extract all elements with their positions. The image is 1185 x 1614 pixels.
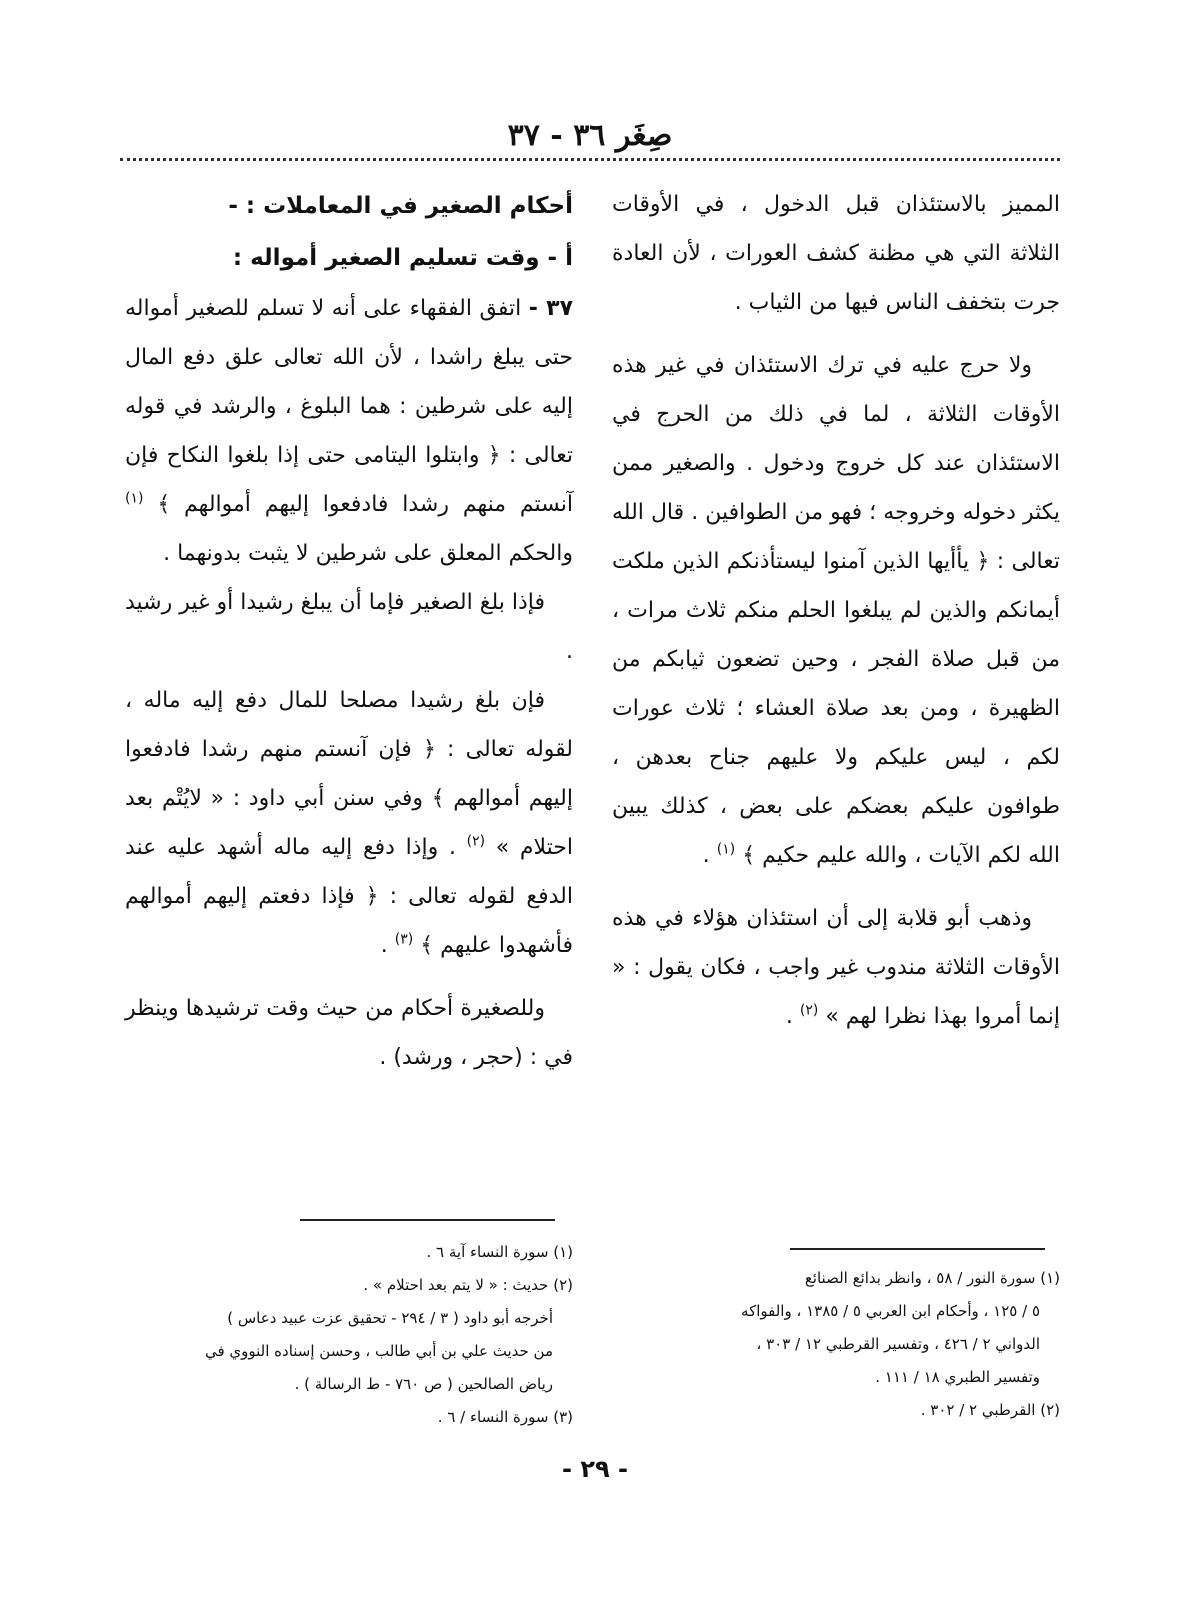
footnote-2: (٢) القرطبي ٢ / ٣٠٢ . — [920, 1401, 1060, 1419]
right-paragraph-2 — [612, 341, 1060, 880]
footnote-2-line-3: من حديث علي بن أبي طالب ، وحسن إسناده النووي في — [204, 1342, 553, 1360]
footnote-1: (١) سورة النساء آية ٦ . — [426, 1243, 573, 1261]
left-paragraph-1 — [125, 284, 573, 578]
right-paragraph-3-end: . — [785, 1004, 800, 1029]
left-paragraph-3-end: . — [380, 933, 395, 958]
header-divider — [120, 158, 1060, 161]
left-paragraph-1-text: اتفق الفقهاء على أنه لا تسلم للصغير أمواله حتى يبلغ راشدا ، لأن الله تعالى علق دفع المال إليه على شرطين : هما البلوغ ، والرشد في قوله تعالى : ﴿ وابتلوا اليتامى حتى إذا بلغوا النكاح فإن آنستم منهم رشدا فادفعوا إليهم أموالهم ﴾ — [125, 296, 573, 517]
footnote-3: (٣) سورة النساء / ٦ . — [437, 1408, 573, 1426]
footnote-ref: (١) — [125, 490, 144, 507]
left-paragraph-1-end: والحكم المعلق على شرطين لا يثبت بدونهما . — [163, 541, 573, 566]
right-paragraph-1: المميز بالاستئذان قبل الدخول ، في الأوقات الثلاثة التي هي مظنة كشف العورات ، لأن العادة جرت بتخفف الناس فيها من الثياب . — [612, 192, 1060, 315]
right-paragraph-3 — [612, 894, 1060, 1041]
footnotes-right — [612, 1262, 1060, 1427]
section-heading: أحكام الصغير في المعاملات : - — [228, 193, 573, 219]
footnote-ref: (٢) — [799, 1002, 819, 1019]
footnote-divider-left — [300, 1219, 555, 1221]
footnote-1-line-2: ٥ / ١٢٥ ، وأحكام ابن العربي ٥ / ١٣٨٥ ، والفواكه — [741, 1302, 1040, 1320]
footnote-1-line-1: (١) سورة النور / ٥٨ ، وانظر بدائع الصنائع — [804, 1269, 1060, 1287]
left-paragraph-2: فإذا بلغ الصغير فإما أن يبلغ رشيدا أو غير رشيد . — [125, 590, 573, 664]
footnote-2: (٢) حديث : « لا يتم بعد احتلام » . — [363, 1276, 573, 1294]
footnote-divider-right — [790, 1248, 1045, 1250]
left-column — [125, 180, 573, 1082]
footnote-1-line-3: الدواني ٢ / ٤٢٦ ، وتفسير القرطبي ١٢ / ٣٠٣ ، — [756, 1335, 1040, 1353]
footnote-ref: (٣) — [394, 931, 414, 948]
footnotes-left — [125, 1236, 573, 1434]
footnote-2-line-4: رياض الصالحين ( ص ٧٦٠ - ط الرسالة ) . — [294, 1375, 553, 1393]
right-paragraph-3-text: وذهب أبو قلابة إلى أن استئذان هؤلاء في هذه الأوقات الثلاثة مندوب غير واجب ، فكان يقول : « إنما أمروا بهذا نظرا لهم » — [612, 906, 1060, 1029]
footnote-2-line-2: أخرجه أبو داود ( ٣ / ٢٩٤ - تحقيق عزت عبيد دعاس ) — [227, 1309, 553, 1327]
left-paragraph-4: وللصغيرة أحكام من حيث وقت ترشيدها وينظر في : (حجر ، ورشد) . — [125, 996, 573, 1070]
left-paragraph-3-text: فإن بلغ رشيدا مصلحا للمال دفع إليه ماله ، لقوله تعالى : ﴿ فإن آنستم منهم رشدا فادفعوا إليهم أموالهم ﴾ وفي سنن أبي داود : « لايُتْم بعد احتلام » — [125, 688, 573, 860]
right-column — [612, 180, 1060, 1041]
footnote-ref: (٢) — [466, 833, 486, 850]
footnote-ref: (١) — [716, 841, 736, 858]
left-paragraph-3-mid: . وإذا دفع إليه ماله أشهد عليه عند الدفع لقوله تعالى : ﴿ فإذا دفعتم إليهم أموالهم فأشهدوا عليهم ﴾ — [125, 835, 573, 958]
page-title: صِغَر ٣٦ - ٣٧ — [507, 118, 673, 153]
right-paragraph-2-end: . — [702, 843, 717, 868]
paragraph-number: ٣٧ - — [528, 296, 573, 321]
left-paragraph-3 — [125, 676, 573, 970]
page-number: - ٢٩ - — [562, 1455, 628, 1483]
subsection-heading: أ - وقت تسليم الصغير أمواله : — [232, 245, 573, 271]
footnote-1-line-4: وتفسير الطبري ١٨ / ١١١ . — [875, 1368, 1040, 1386]
right-paragraph-2-text: ولا حرج عليه في ترك الاستئذان في غير هذه الأوقات الثلاثة ، لما في ذلك من الحرج في الاستئذان عند كل خروج ودخول . والصغير ممن يكثر دخوله وخروجه ؛ فهو من الطوافين . قال الله تعالى : ﴿ يأأيها الذين آمنوا ليستأذنكم الذين ملكت أيمانكم والذين لم يبلغوا الحلم منكم ثلاث مرات ، من قبل صلاة الفجر ، وحين تضعون ثيابكم من الظهيرة ، ومن بعد صلاة العشاء ؛ ثلاث عورات لكم ، ليس عليكم ولا عليهم جناح بعدهن ، طوافون عليكم بعضكم على بعض ، كذلك يبين الله لكم الآيات ، والله عليم حكيم ﴾ — [612, 353, 1060, 868]
